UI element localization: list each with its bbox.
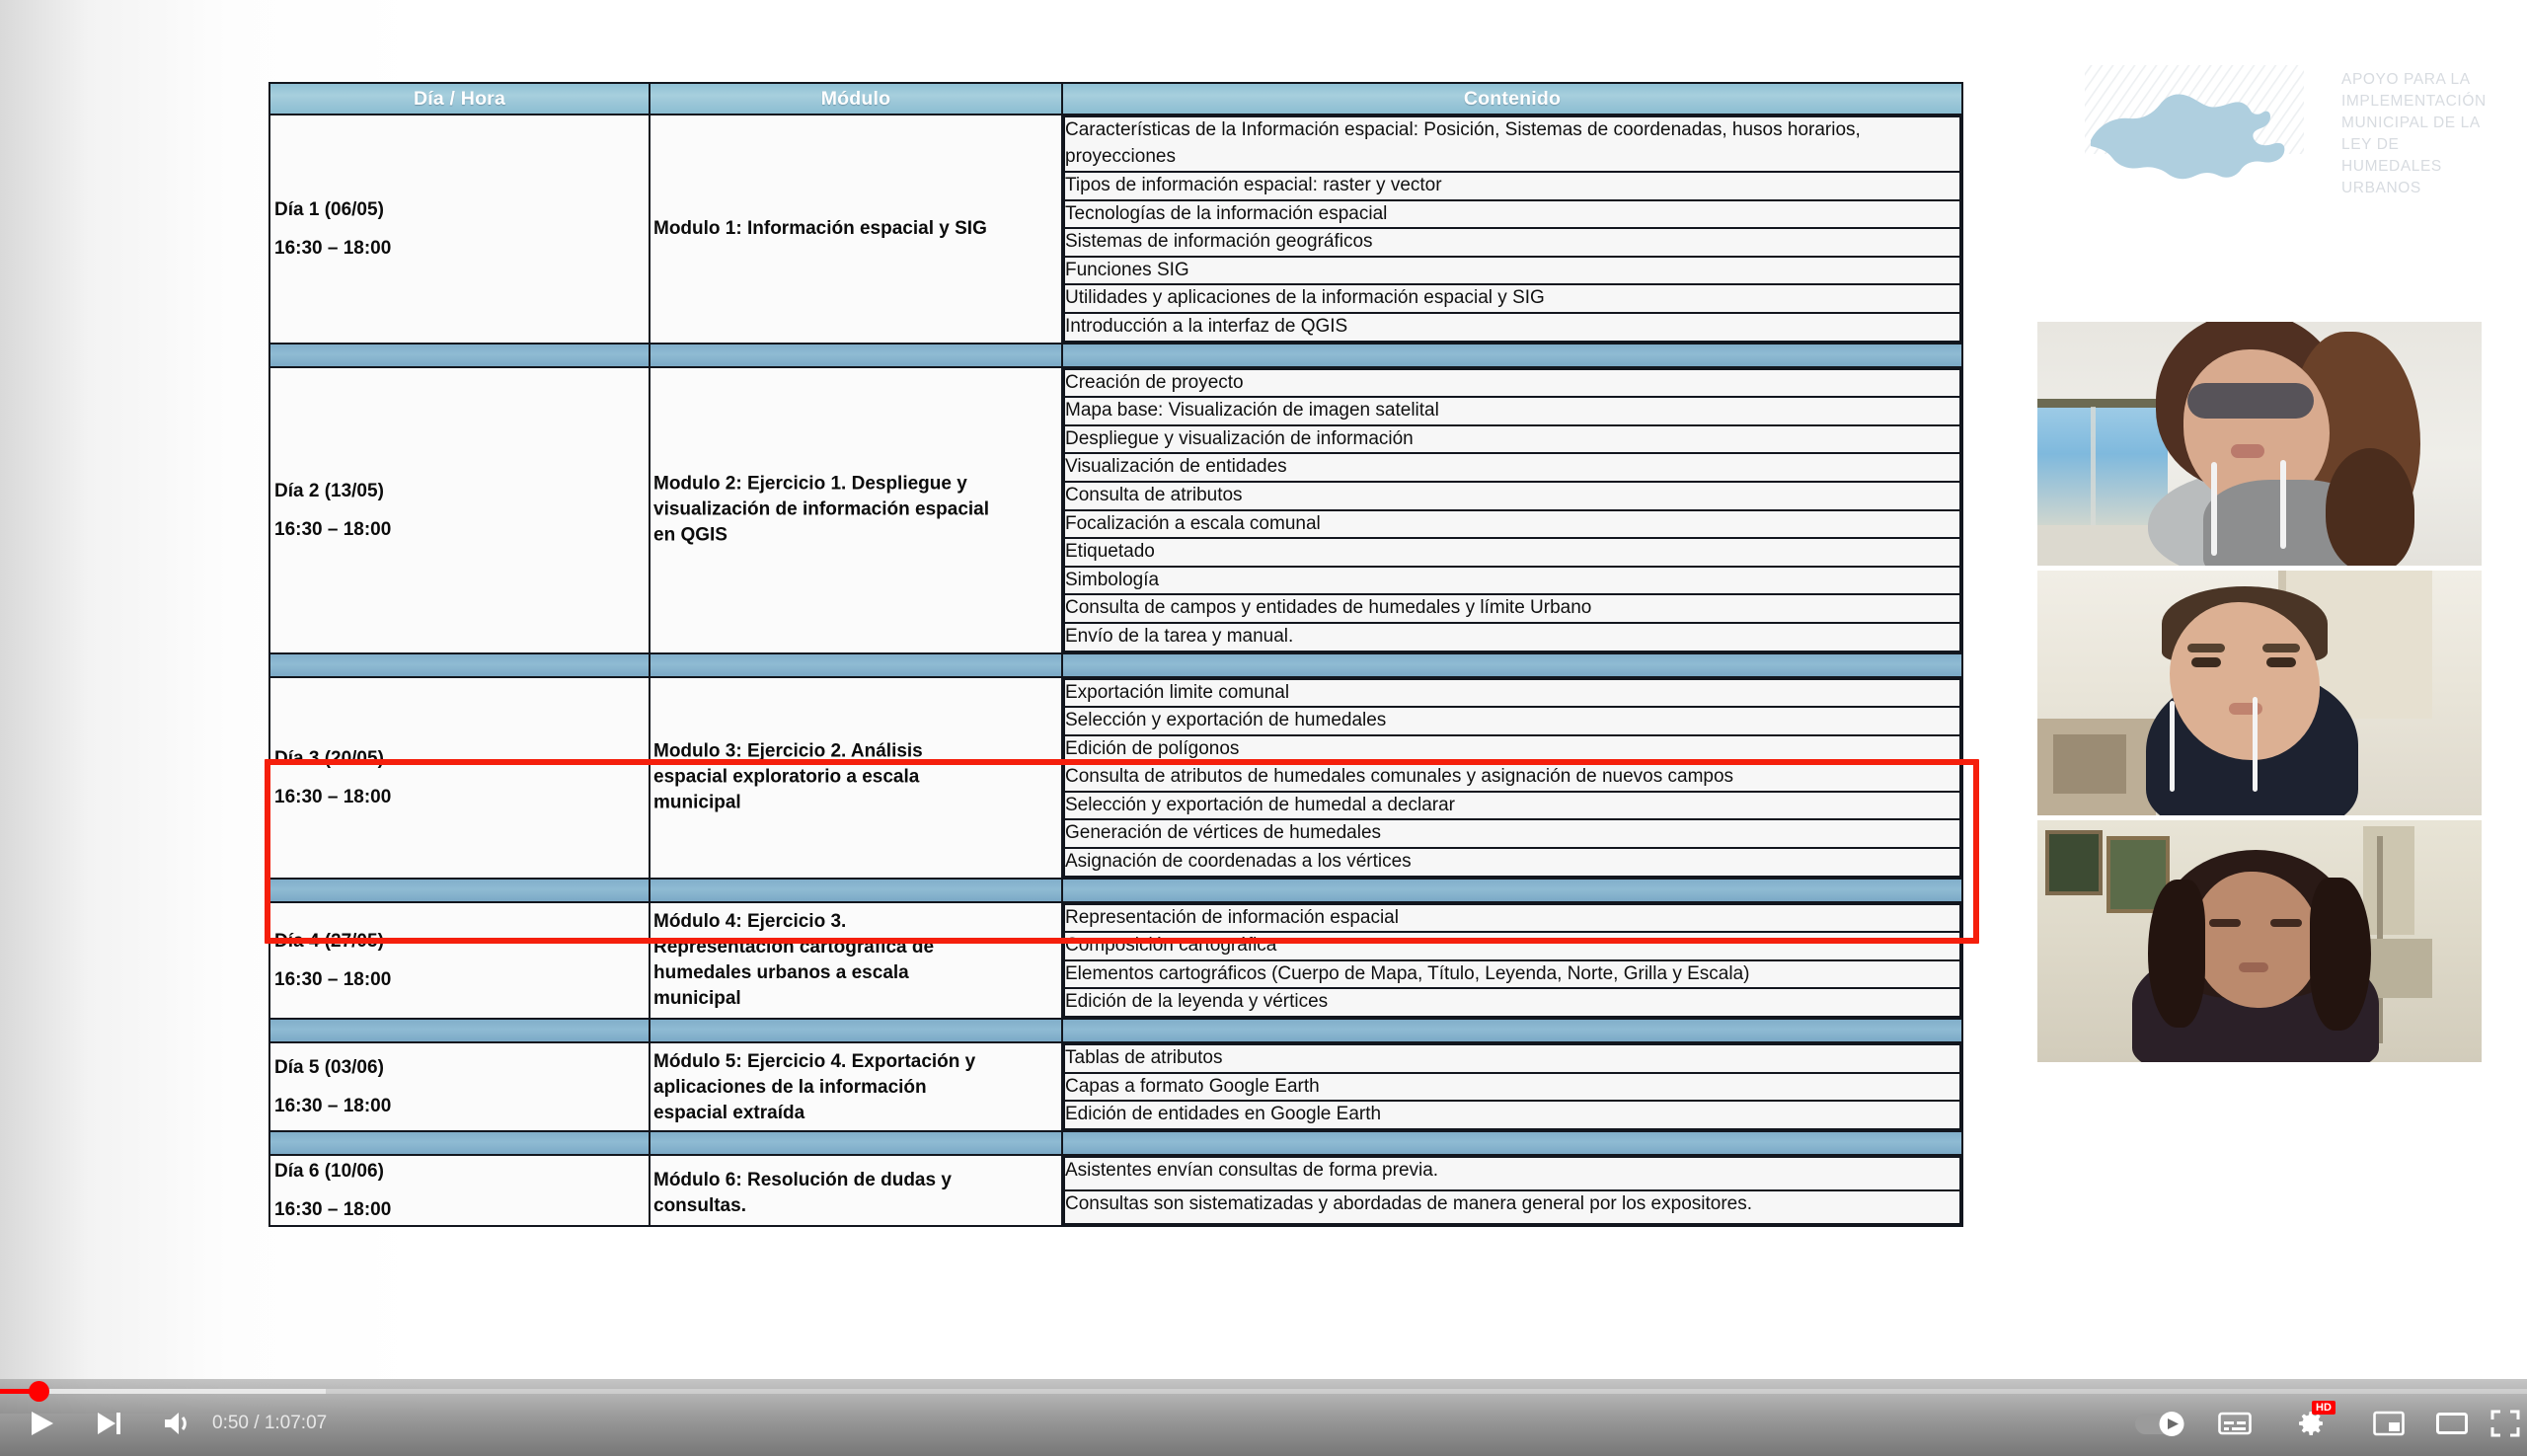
spacer-cell [650,344,1062,367]
current-time: 0:50 [212,1413,249,1433]
logo-line-4: LEY DE [2341,136,2400,153]
content-item: Representación de información espacial [1064,904,1960,933]
module-cell [650,115,1062,344]
content-item: Creación de proyecto [1064,369,1960,398]
day-label: Día 5 (03/06) [274,1056,384,1078]
content-item: Selección y exportación de humedal a declarar [1064,792,1960,820]
module-line: municipal [653,988,741,1010]
day-label: Día 6 (10/06) [274,1160,384,1182]
day-label: Día 2 (13/05) [274,480,384,501]
table-row [269,1155,1962,1226]
play-button[interactable] [20,1407,63,1440]
fullscreen-button[interactable] [2486,1407,2525,1440]
spacer-cell [650,879,1062,902]
module-line: Módulo 5: Ejercicio 4. Exportación y [653,1051,976,1073]
content-item: Despliegue y visualización de información [1064,425,1960,454]
content-cell [1062,367,1962,653]
content-list [1063,1043,1961,1130]
spacer-cell [650,653,1062,677]
participant-tile-1[interactable] [2037,322,2482,566]
module-line: consultas. [653,1195,746,1217]
time-label: 16:30 – 18:00 [274,237,392,259]
day-label: Día 4 (27/05) [274,930,384,952]
content-item: Consultas son sistematizadas y abordadas de manera general por los expositores. [1064,1190,1960,1224]
spacer-cell [269,1019,650,1042]
quality-badge: HD [2312,1401,2336,1415]
table-header-row [269,83,1962,115]
table-row [269,115,1962,344]
participant-tile-3[interactable] [2037,820,2482,1062]
module-line: Modulo 1: Información espacial y SIG [653,217,987,239]
logo-line-2: IMPLEMENTACIÓN [2341,93,2487,110]
content-list [1063,115,1961,343]
content-item: Funciones SIG [1064,257,1960,285]
column-header-content: Contenido [1062,83,1962,115]
content-item: Consulta de atributos [1064,482,1960,510]
content-item: Etiquetado [1064,538,1960,567]
autoplay-toggle[interactable] [2132,1407,2187,1440]
module-cell [650,677,1062,879]
content-item: Tablas de atributos [1064,1044,1960,1073]
module-cell [650,902,1062,1019]
content-item: Selección y exportación de humedales [1064,707,1960,735]
content-cell [1062,1155,1962,1226]
module-line: Módulo 4: Ejercicio 3. [653,910,847,932]
time-label: 16:30 – 18:00 [274,1198,392,1220]
total-time: 1:07:07 [264,1413,328,1433]
spacer-row [269,1131,1962,1155]
mute-button[interactable] [156,1407,199,1440]
module-line: Modulo 3: Ejercicio 2. Análisis [653,740,923,762]
content-item: Asignación de coordenadas a los vértices [1064,848,1960,877]
module-line: espacial extraída [653,1103,805,1124]
content-item: Utilidades y aplicaciones de la información espacial y SIG [1064,284,1960,313]
module-line: Modulo 2: Ejercicio 1. Despliegue y [653,473,967,495]
module-line: aplicaciones de la información [653,1077,927,1099]
logo-line-3: MUNICIPAL DE LA [2341,115,2481,131]
content-item: Mapa base: Visualización de imagen satelital [1064,397,1960,425]
content-item: Edición de entidades en Google Earth [1064,1101,1960,1129]
content-item: Edición de polígonos [1064,735,1960,764]
subtitles-button[interactable] [2211,1407,2259,1440]
module-line: municipal [653,792,741,813]
time-label: 16:30 – 18:00 [274,518,392,540]
content-item: Introducción a la interfaz de QGIS [1064,313,1960,342]
content-list [1063,903,1961,1018]
miniplayer-button[interactable] [2365,1407,2412,1440]
content-item: Tecnologías de la información espacial [1064,200,1960,229]
spacer-cell [1062,653,1962,677]
content-item: Visualización de entidades [1064,453,1960,482]
day-cell [269,677,650,879]
logo-line-1: APOYO PARA LA [2341,71,2471,88]
content-item: Asistentes envían consultas de forma previa. [1064,1157,1960,1190]
table-row-highlighted [269,677,1962,879]
time-display [212,1409,327,1438]
content-cell [1062,902,1962,1019]
content-item: Consulta de atributos de humedales comunales y asignación de nuevos campos [1064,763,1960,792]
content-item: Envío de la tarea y manual. [1064,623,1960,651]
time-label: 16:30 – 18:00 [274,786,392,807]
video-player-controls[interactable] [0,1379,2527,1456]
spacer-row [269,653,1962,677]
spacer-cell [650,1019,1062,1042]
content-item: Focalización a escala comunal [1064,510,1960,539]
spacer-row [269,1019,1962,1042]
time-separator: / [248,1413,265,1433]
table-row [269,1042,1962,1131]
theater-mode-button[interactable] [2428,1407,2476,1440]
column-header-module: Módulo [650,83,1062,115]
content-item: Generación de vértices de humedales [1064,819,1960,848]
content-cell [1062,1042,1962,1131]
content-cell [1062,677,1962,879]
content-item: Tipos de información espacial: raster y vector [1064,172,1960,200]
content-cell [1062,115,1962,344]
content-list [1063,1156,1961,1225]
module-cell [650,1155,1062,1226]
progress-bar[interactable] [0,1389,2527,1394]
day-label: Día 1 (06/05) [274,198,384,220]
module-line: Representación cartográfica de [653,936,935,958]
table-row [269,902,1962,1019]
module-line: visualización de información espacial [653,498,990,520]
module-cell [650,1042,1062,1131]
content-item: Simbología [1064,567,1960,595]
spacer-cell [1062,1019,1962,1042]
content-item: Características de la Información espacial: Posición, Sistemas de coordenadas, husos horarios, proyecciones [1064,116,1960,172]
table-row [269,367,1962,653]
day-cell [269,902,650,1019]
spacer-cell [269,1131,650,1155]
module-line: Módulo 6: Resolución de dudas y [653,1169,952,1190]
module-line: espacial exploratorio a escala [653,766,920,788]
content-list [1063,678,1961,878]
day-cell [269,1155,650,1226]
logo-line-6: URBANOS [2341,180,2421,196]
next-video-button[interactable] [87,1407,130,1440]
spacer-cell [650,1131,1062,1155]
progress-scrubber-handle[interactable] [29,1381,49,1402]
time-label: 16:30 – 18:00 [274,968,392,990]
module-line: en QGIS [653,524,727,546]
spacer-cell [1062,1131,1962,1155]
content-item: Elementos cartográficos (Cuerpo de Mapa, Título, Leyenda, Norte, Grilla y Escala) [1064,960,1960,989]
content-item: Exportación limite comunal [1064,679,1960,708]
content-list [1063,368,1961,652]
spacer-cell [269,879,650,902]
program-logo [2073,51,2497,209]
course-agenda-table [268,82,1963,1227]
spacer-cell [269,653,650,677]
content-item: Consulta de campos y entidades de humedales y límite Urbano [1064,594,1960,623]
logo-line-5: HUMEDALES [2341,158,2442,175]
content-item: Composición cartográfica [1064,932,1960,960]
module-cell [650,367,1062,653]
content-item: Edición de la leyenda y vértices [1064,988,1960,1017]
column-header-day: Día / Hora [269,83,650,115]
content-item: Capas a formato Google Earth [1064,1073,1960,1102]
spacer-cell [269,344,650,367]
day-cell [269,1042,650,1131]
spacer-row [269,879,1962,902]
day-cell [269,115,650,344]
time-label: 16:30 – 18:00 [274,1095,392,1116]
day-cell [269,367,650,653]
content-item: Sistemas de información geográficos [1064,228,1960,257]
logo-text-block [2341,69,2509,199]
participant-tile-2[interactable] [2037,571,2482,815]
day-label: Día 3 (20/05) [274,747,384,769]
spacer-cell [1062,879,1962,902]
spacer-cell [1062,344,1962,367]
module-line: humedales urbanos a escala [653,962,909,984]
wetland-map-icon [2073,59,2320,197]
spacer-row [269,344,1962,367]
